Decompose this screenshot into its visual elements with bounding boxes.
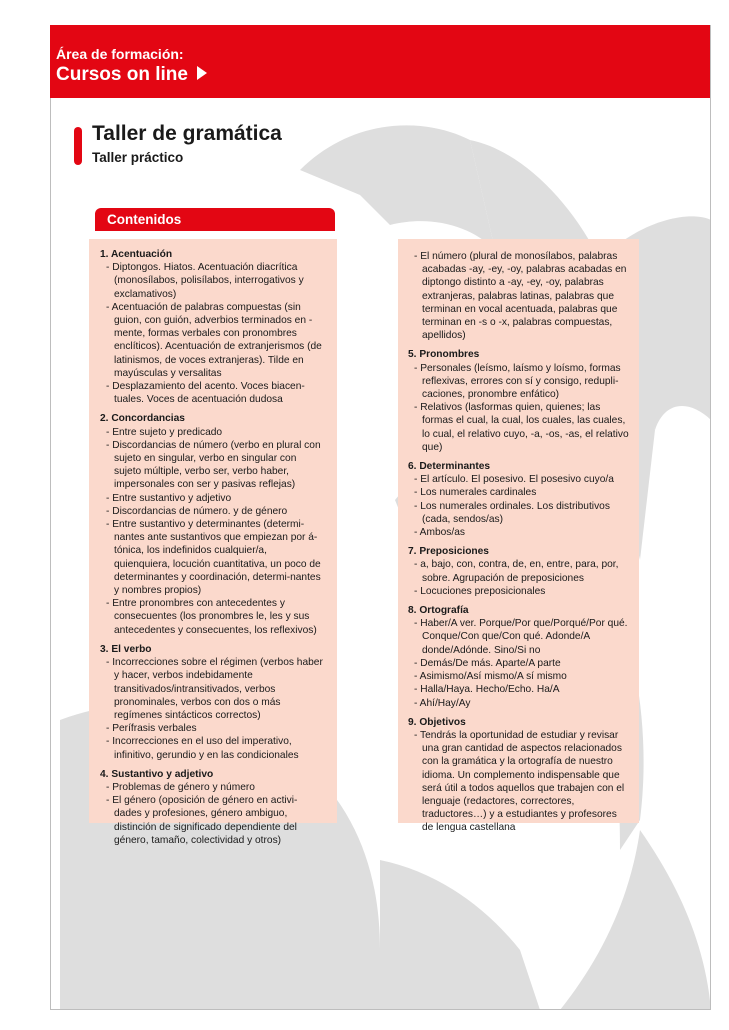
list-item: - El número (plural de monosílabos, palabras acabadas -ay, -ey, -oy, palabras acabadas en diptongo distinto a -ay, -ey, -oy, palabras extranjeras, palabras latinas, palabras que terminan en vocal acentuada, palabras que terminan en -s o -x, palabras compuestas, apellidos) — [414, 251, 627, 342]
frame-line — [710, 25, 711, 1010]
section-title: 4. Sustantivo y adjetivo — [100, 768, 214, 780]
section-title: 7. Preposiciones — [408, 546, 489, 558]
frame-line — [50, 98, 51, 1010]
list-item: - a, bajo, con, contra, de, en, entre, para, por, sobre. Agrupación de preposiciones — [414, 559, 619, 584]
content-section — [100, 643, 325, 762]
contents-left-column — [89, 239, 337, 846]
list-item: - Demás/De más. Aparte/A parte — [414, 657, 561, 669]
page-title: Taller de gramática — [92, 122, 282, 145]
title-accent-bar — [74, 127, 82, 165]
frame-line — [50, 1009, 711, 1010]
content-section — [408, 716, 629, 835]
list-item: - Desplazamiento del acento. Voces biacen-tuales. Voces de acentuación dudosa — [106, 381, 305, 406]
contents-right-column — [398, 239, 639, 834]
list-item: - Perífrasis verbales — [106, 723, 197, 735]
content-section — [408, 604, 629, 710]
list-item: - Diptongos. Hiatos. Acentuación diacrítica (monosílabos, polisílabos, interrogativos y exclamativos) — [106, 262, 304, 300]
play-arrow-icon — [197, 66, 207, 80]
section-title: 2. Concordancias — [100, 413, 185, 425]
list-item: - Relativos (lasformas quien, quienes; las formas el cual, la cual, los cuales, las cuales, lo cual, el relativo cuyo, -a, -os, -as, el relativo que) — [414, 402, 629, 453]
list-item: - Personales (leísmo, laísmo y loísmo, formas reflexivas, errores con sí y consigo, redupli-caciones, pronombre enfático) — [414, 362, 621, 401]
content-section — [408, 545, 629, 598]
courses-label: Cursos on line — [56, 64, 188, 85]
list-item: - Incorrecciones sobre el régimen (verbos haber y hacer, verbos indebidamente transitivados/intransitivados, verbos pronominales, verbos con dos o más regímenes sintácticos correctos) — [106, 657, 323, 721]
list-item: - Haber/A ver. Porque/Por que/Porqué/Por qué. Conque/Con que/Con qué. Adonde/A donde/Adónde. Sino/Si no — [414, 618, 628, 656]
content-section — [408, 250, 629, 342]
list-item: - Acentuación de palabras compuestas (sin guion, con guión, adverbios terminados en -mente, formas verbales con pronombres enclíticos). Acentuación de extranjerismos (de latinismos, de voces extranjeras). Tilde en mayúsculas y versalitas — [106, 301, 322, 379]
list-item: - El artículo. El posesivo. El posesivo cuyo/a — [414, 474, 614, 486]
list-item: - Locuciones preposicionales — [414, 585, 546, 597]
list-item: - Ambos/as — [414, 527, 465, 539]
list-item: - Incorrecciones en el uso del imperativo, infinitivo, gerundio y en las condicionales — [106, 736, 299, 761]
section-title: 9. Objetivos — [408, 716, 466, 728]
content-section — [408, 348, 629, 454]
list-item: - Entre sustantivo y adjetivo — [106, 492, 232, 504]
list-item: - Entre sujeto y predicado — [106, 426, 223, 438]
list-item: - Discordancias de número (verbo en plural con sujeto en singular, verbo en singular con sujeto múltiple, verbo ser, verbo haber, impersonales con ser y pasivas reflejas) — [106, 439, 321, 491]
area-label: Área de formación: — [56, 46, 184, 62]
section-title: 3. El verbo — [100, 643, 152, 655]
list-item: - Halla/Haya. Hecho/Echo. Ha/A — [414, 684, 560, 696]
section-title: 6. Determinantes — [408, 461, 491, 473]
list-item: - Ahí/Hay/Ay — [414, 697, 471, 709]
list-item: - Discordancias de número. y de género — [106, 505, 288, 517]
list-item: - El género (oposición de género en activi-dades y profesiones, género ambiguo, distinción de significado dependiente del género, tamaño, colectividad y otros) — [106, 795, 298, 846]
list-item: - Los numerales cardinales — [414, 487, 537, 499]
content-section — [100, 248, 325, 406]
content-section — [408, 460, 629, 539]
list-item: - Entre sustantivo y determinantes (determi-nantes ante sustantivos que empiezan por á- tónica, los indefinidos cualquier/a, quienquiera, locución cuantitativa, un poco de determinantes y coordinación, determi-nantes y nombres propios) — [106, 519, 321, 597]
section-title: 5. Pronombres — [408, 349, 480, 361]
contents-tab: Contenidos — [95, 208, 335, 231]
section-title: 1. Acentuación — [100, 249, 173, 260]
list-item: - Asimismo/Así mismo/A sí mismo — [414, 671, 567, 683]
list-item: - Entre pronombres con antecedentes y consecuentes (los pronombres le, les y sus antecedentes y consecuentes, los reflexivos) — [106, 598, 317, 636]
list-item: - Problemas de género y número — [106, 781, 255, 793]
section-title: 8. Ortografía — [408, 605, 469, 617]
list-item: - Tendrás la oportunidad de estudiar y revisar una gran cantidad de aspectos relacionados con la gramática y la ortografía de nuestro idioma. Un complemento indispensable que será útil a todos aquellos que trabajen con el lenguaje (redactores, correctores, traductores…) y a estudiantes y profesores de lengua castellana — [414, 729, 625, 834]
page-subtitle: Taller práctico — [92, 150, 184, 165]
list-item: - Los numerales ordinales. Los distributivos (cada, sendos/as) — [414, 500, 610, 525]
content-section — [100, 412, 325, 636]
content-section — [100, 768, 325, 847]
courses-link[interactable] — [56, 64, 207, 86]
